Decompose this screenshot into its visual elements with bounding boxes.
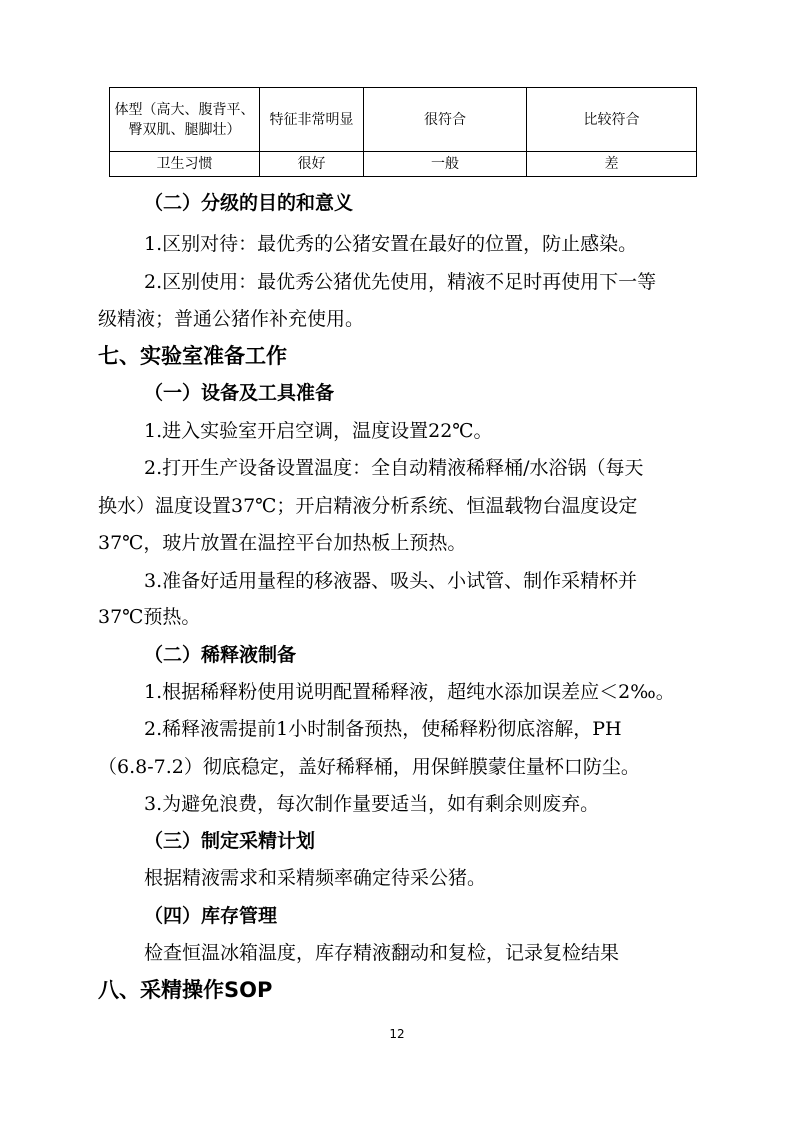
- table-cell: 卫生习惯: [110, 152, 260, 177]
- boar-grading-table: [109, 87, 697, 177]
- table-cell: 比较符合: [527, 88, 697, 152]
- paragraph: 检查恒温冰箱温度，库存精液翻动和复检，记录复检结果: [144, 942, 620, 964]
- paragraph: 2.区别使用：最优秀公猪优先使用，精液不足时再使用下一等: [144, 271, 657, 293]
- paragraph: 37℃预热。: [98, 606, 201, 628]
- table-cell: 特征非常明显: [260, 88, 364, 152]
- table-cell: 一般: [364, 152, 527, 177]
- paragraph: 37℃，玻片放置在温控平台加热板上预热。: [98, 532, 467, 554]
- paragraph: 3.为避免浪费，每次制作量要适当，如有剩余则废弃。: [144, 793, 600, 815]
- subheading-equipment: （一）设备及工具准备: [144, 382, 335, 404]
- table-cell: 很好: [260, 152, 364, 177]
- section-heading-sop: 八、采精操作SOP: [98, 978, 273, 1002]
- paragraph: 级精液；普通公猪作补充使用。: [98, 308, 365, 330]
- table-cell: 很符合: [364, 88, 527, 152]
- table-row: [110, 152, 697, 177]
- subheading-grading-purpose: （二）分级的目的和意义: [144, 192, 354, 214]
- section-heading-lab: 七、实验室准备工作: [98, 344, 287, 368]
- table-cell: 体型（高大、腹背平、臀双肌、腿脚壮）: [110, 88, 260, 152]
- subheading-collection-plan: （三）制定采精计划: [144, 830, 316, 852]
- table-row: [110, 88, 697, 152]
- paragraph: 1.根据稀释粉使用说明配置稀释液，超纯水添加误差应＜2‰。: [144, 681, 675, 703]
- paragraph: 换水）温度设置37℃；开启精液分析系统、恒温载物台温度设定: [98, 495, 638, 517]
- paragraph: 2.稀释液需提前1小时制备预热，使稀释粉彻底溶解，PH: [144, 718, 622, 740]
- paragraph: 根据精液需求和采精频率确定待采公猪。: [144, 867, 487, 889]
- paragraph: （6.8-7.2）彻底稳定，盖好稀释桶，用保鲜膜蒙住量杯口防尘。: [98, 756, 640, 778]
- subheading-diluent: （二）稀释液制备: [144, 644, 297, 666]
- paragraph: 2.打开生产设备设置温度：全自动精液稀释桶/水浴锅（每天: [144, 457, 644, 479]
- paragraph: 1.区别对待：最优秀的公猪安置在最好的位置，防止感染。: [144, 233, 638, 255]
- paragraph: 3.准备好适用量程的移液器、吸头、小试管、制作采精杯并: [144, 570, 638, 592]
- table-cell: 差: [527, 152, 697, 177]
- paragraph: 1.进入实验室开启空调，温度设置22℃。: [144, 420, 493, 442]
- subheading-inventory: （四）库存管理: [144, 905, 278, 927]
- page-number: 12: [389, 1027, 405, 1041]
